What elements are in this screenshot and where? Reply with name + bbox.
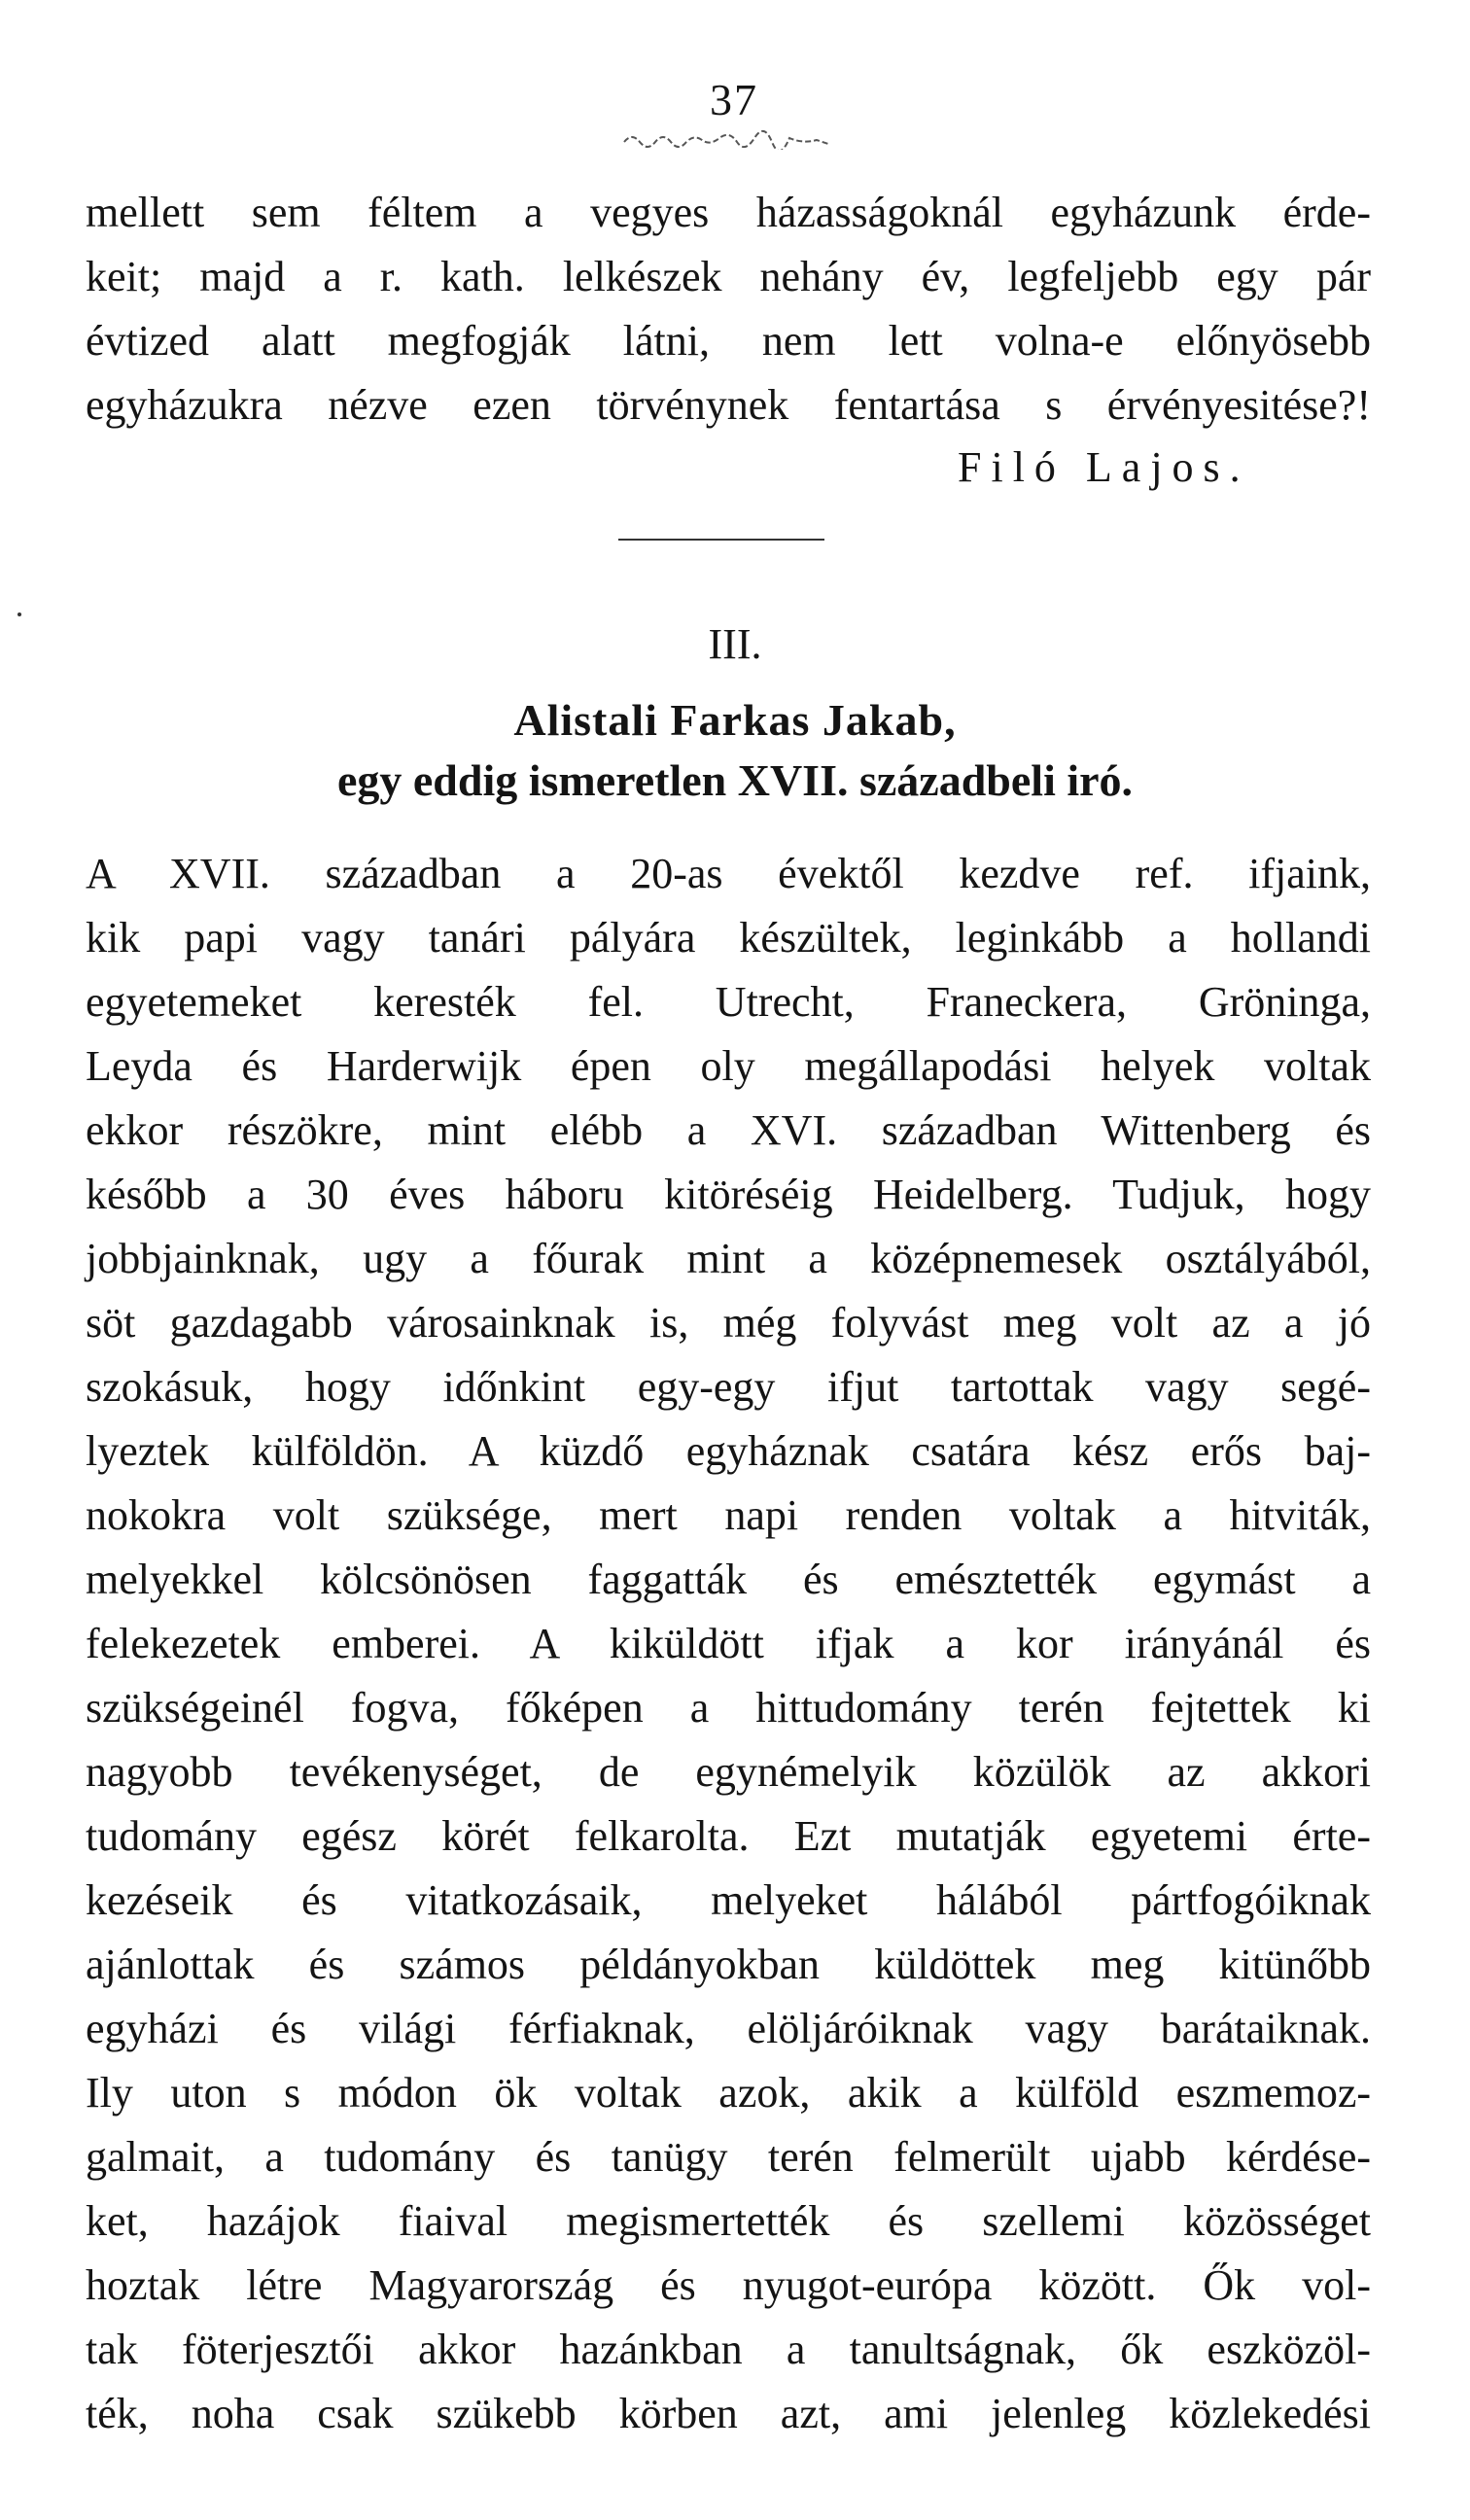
section-number: III.	[708, 620, 762, 668]
text-line: Leyda és Harderwijk épen oly megállapodási helyek voltak	[86, 1042, 1371, 1090]
text-line: melyekkel kölcsönösen faggatták és emésztették egymást a	[86, 1556, 1371, 1603]
page-number: 37	[710, 75, 758, 124]
text-line: mellett sem féltem a vegyes házasságoknál egyházunk érde-	[86, 189, 1371, 236]
text-line: hoztak létre Magyarország és nyugot-európa között. Ők vol-	[86, 2261, 1371, 2309]
text-line: egyházukra nézve ezen törvénynek fentartása s érvényesitése?!	[86, 381, 1371, 429]
text-line: nokokra volt szüksége, mert napi renden voltak a hitviták,	[86, 1491, 1371, 1539]
text-line: lyeztek külföldön. A küzdő egyháznak csatára kész erős baj-	[86, 1427, 1371, 1475]
text-line: ajánlottak és számos példányokban küldöttek meg kitünőbb	[86, 1941, 1371, 1988]
text-line: egyetemeket keresték fel. Utrecht, Franeckera, Gröninga,	[86, 978, 1371, 1026]
text-line: szükségeinél fogva, főképen a hittudomány terén fejtettek ki	[86, 1684, 1371, 1732]
text-line: szokásuk, hogy időnkint egy-egy ifjut tartottak vagy segé-	[86, 1363, 1371, 1411]
article-subtitle: egy eddig ismeretlen XVII. századbeli iró.	[336, 755, 1134, 805]
text-line: nagyobb tevékenységet, de egynémelyik közülök az akkori	[86, 1748, 1371, 1796]
decorative-flourish	[622, 128, 836, 150]
text-line: A XVII. században a 20-as évektől kezdve ref. ifjaink,	[86, 850, 1371, 897]
article-title: Alistali Farkas Jakab,	[513, 695, 957, 745]
author-signature: Filó Lajos.	[958, 443, 1250, 491]
text-line: kik papi vagy tanári pályára készültek, leginkább a hollandi	[86, 914, 1371, 962]
text-line: évtized alatt megfogják látni, nem lett volna-e előnyösebb	[86, 317, 1371, 365]
text-line: söt gazdagabb városainknak is, még folyvást meg volt az a jó	[86, 1299, 1371, 1347]
text-line: ték, noha csak szükebb körben azt, ami jelenleg közlekedési	[86, 2390, 1371, 2437]
text-line: jobbjainknak, ugy a főurak mint a középnemesek osztályából,	[86, 1235, 1371, 1282]
text-line: kezéseik és vitatkozásaik, melyeket hálából pártfogóiknak	[86, 1876, 1371, 1924]
text-line: ket, hazájok fiaival megismertették és szellemi közösséget	[86, 2197, 1371, 2245]
text-line: egyházi és világi férfiaknak, elöljáróiknak vagy barátaiknak.	[86, 2005, 1371, 2052]
text-line: felekezetek emberei. A kiküldött ifjak a kor irányánál és	[86, 1620, 1371, 1667]
section-divider	[618, 539, 824, 541]
text-line: Ily uton s módon ök voltak azok, akik a külföld eszmemoz-	[86, 2069, 1371, 2117]
text-line: később a 30 éves háboru kitöréséig Heidelberg. Tudjuk, hogy	[86, 1171, 1371, 1218]
text-line: tak föterjesztői akkor hazánkban a tanultságnak, ők eszközöl-	[86, 2326, 1371, 2373]
text-line: galmait, a tudomány és tanügy terén felmerült ujabb kérdése-	[86, 2133, 1371, 2181]
text-line: tudomány egész körét felkarolta. Ezt mutatják egyetemi érte-	[86, 1812, 1371, 1860]
text-line: keit; majd a r. kath. lelkészek nehány év, legfeljebb egy pár	[86, 253, 1371, 300]
text-line: ekkor részökre, mint elébb a XVI. században Wittenberg és	[86, 1106, 1371, 1154]
